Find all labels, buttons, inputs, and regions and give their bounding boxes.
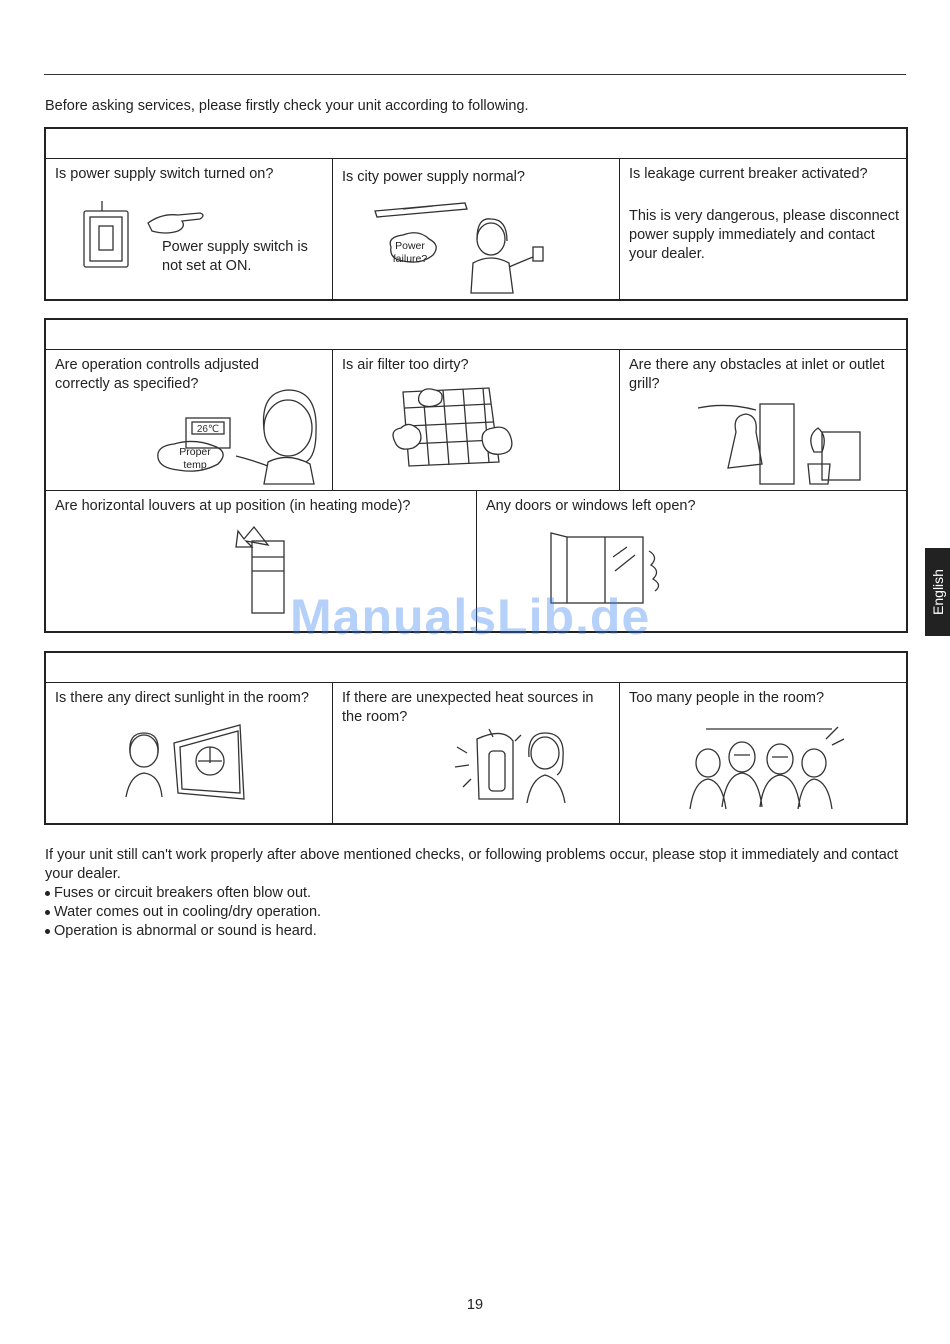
obstacle-illustration xyxy=(696,402,876,488)
question-text: Are horizontal louvers at up position (in heating mode)? xyxy=(55,498,411,514)
louver-up-illustration xyxy=(232,527,292,617)
sunlight-illustration xyxy=(122,723,252,805)
list-item: Operation is abnormal or sound is heard. xyxy=(45,922,915,941)
cell-leakage-breaker xyxy=(620,159,906,299)
check-table-power xyxy=(44,127,908,301)
cell-power-switch xyxy=(46,159,333,299)
top-rule xyxy=(44,74,906,75)
check-table-settings xyxy=(44,318,908,633)
question-text: Is there any direct sunlight in the room? xyxy=(55,690,309,706)
crowded-room-illustration xyxy=(686,719,846,813)
dirty-filter-illustration xyxy=(389,386,519,468)
question-text: If there are unexpected heat sources in the room? xyxy=(342,690,594,725)
power-failure-bubble: Power failure? xyxy=(392,240,428,265)
proper-temp-bubble: Proper temp xyxy=(179,446,211,471)
display-temp: 26℃ xyxy=(196,424,220,435)
cell-heat-sources xyxy=(333,683,620,823)
question-text: Is leakage current breaker activated? xyxy=(629,166,868,182)
intro-text: Before asking services, please firstly check your unit according to following. xyxy=(45,98,529,114)
table-row xyxy=(46,159,906,299)
question-text: Are operation controlls adjusted correctly as specified? xyxy=(55,357,259,392)
cell-sunlight xyxy=(46,683,333,823)
after-check-notice xyxy=(45,846,915,941)
table-row xyxy=(46,683,906,823)
cell-city-power xyxy=(333,159,620,299)
table-row xyxy=(46,350,906,491)
cell-operation-controls xyxy=(46,350,333,490)
leakage-warning-note: This is very dangerous, please disconnect power supply immediately and contact your dealer. xyxy=(629,208,900,262)
table-header xyxy=(46,320,906,350)
list-item: Water comes out in cooling/dry operation. xyxy=(45,903,915,922)
question-text: Is power supply switch turned on? xyxy=(55,166,274,182)
watermark: ManualsLib.de xyxy=(290,589,651,645)
question-text: Is air filter too dirty? xyxy=(342,357,469,373)
language-tab xyxy=(925,548,950,636)
notice-text: If your unit still can't work properly after above mentioned checks, or following problems occur, please stop it immediately and contact your dealer. xyxy=(45,847,899,882)
question-text: Any doors or windows left open? xyxy=(486,498,696,514)
table-header xyxy=(46,653,906,683)
question-text: Are there any obstacles at inlet or outlet grill? xyxy=(629,357,885,392)
question-text: Too many people in the room? xyxy=(629,690,825,706)
language-tab-label: English xyxy=(929,569,946,615)
cell-air-filter xyxy=(333,350,620,490)
cell-many-people xyxy=(620,683,906,823)
cell-obstacles xyxy=(620,350,906,490)
table-header xyxy=(46,129,906,159)
list-item: Fuses or circuit breakers often blow out. xyxy=(45,884,915,903)
question-text: Is city power supply normal? xyxy=(342,169,525,185)
heat-source-illustration xyxy=(433,727,573,809)
problem-list xyxy=(45,884,915,941)
power-switch-note: Power supply switch is not set at ON. xyxy=(162,239,308,274)
page-number: 19 xyxy=(466,1297,484,1313)
check-table-environment xyxy=(44,651,908,825)
